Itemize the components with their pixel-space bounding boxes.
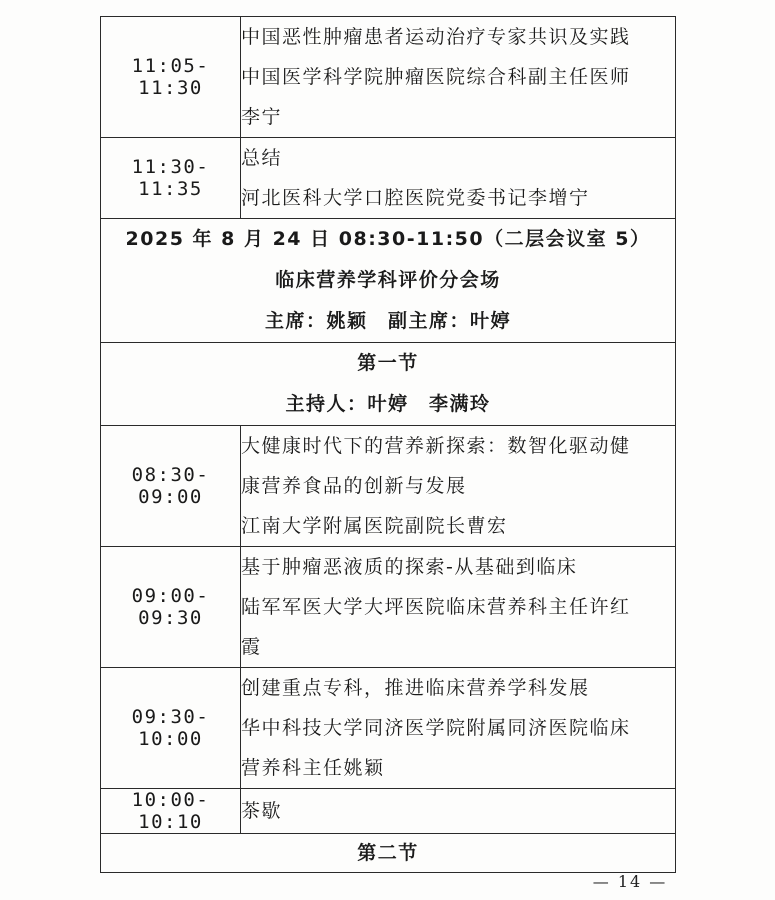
content-line: 陆军军医大学大坪医院临床营养科主任许红 — [241, 596, 631, 618]
session-header-row — [101, 219, 676, 343]
content-cell — [241, 426, 676, 547]
content-line: 中国医学科学院肿瘤医院综合科副主任医师 — [241, 66, 631, 88]
time-cell: 08:30-09:00 — [101, 426, 241, 547]
content-line: 华中科技大学同济医学院附属同济医院临床 — [241, 717, 631, 739]
content-line: 江南大学附属医院副院长曹宏 — [241, 515, 508, 537]
section-title: 第一节 — [357, 352, 419, 374]
content-cell — [241, 547, 676, 668]
table-row — [101, 426, 676, 547]
time-cell: 09:30-10:00 — [101, 668, 241, 789]
content-line: 创建重点专科，推进临床营养学科发展 — [241, 677, 590, 699]
section-header-cell — [101, 343, 676, 426]
content-cell — [241, 138, 676, 219]
section-hosts: 主持人：叶婷 李满玲 — [285, 393, 491, 415]
content-line: 总结 — [241, 147, 283, 169]
content-line: 茶歇 — [241, 800, 283, 822]
schedule-table — [100, 16, 676, 873]
content-line: 康营养食品的创新与发展 — [241, 475, 467, 497]
content-cell — [241, 17, 676, 138]
page-number: — 14 — — [592, 872, 668, 891]
content-line: 大健康时代下的营养新探索：数智化驱动健 — [241, 435, 631, 457]
section-title: 第二节 — [357, 842, 419, 864]
content-line: 霞 — [241, 636, 262, 658]
content-line: 李宁 — [241, 106, 283, 128]
content-line: 河北医科大学口腔医院党委书记李增宁 — [241, 187, 590, 209]
content-line: 中国恶性肿瘤患者运动治疗专家共识及实践 — [241, 26, 631, 48]
table-row — [101, 17, 676, 138]
table-row — [101, 138, 676, 219]
content-cell — [241, 668, 676, 789]
session-chairs: 主席：姚颖 副主席：叶婷 — [264, 310, 511, 332]
content-line: 基于肿瘤恶液质的探索-从基础到临床 — [241, 556, 578, 578]
table-row — [101, 547, 676, 668]
session-header-cell — [101, 219, 676, 343]
table-row — [101, 668, 676, 789]
time-cell: 11:05-11:30 — [101, 17, 241, 138]
time-cell: 11:30-11:35 — [101, 138, 241, 219]
content-cell — [241, 789, 676, 834]
session-title: 临床营养学科评价分会场 — [275, 269, 501, 291]
section-header-row — [101, 834, 676, 873]
time-cell: 09:00-09:30 — [101, 547, 241, 668]
section-header-cell — [101, 834, 676, 873]
content-line: 营养科主任姚颖 — [241, 757, 385, 779]
table-row — [101, 789, 676, 834]
section-header-row — [101, 343, 676, 426]
session-date: 2025 年 8 月 24 日 08:30-11:50（二层会议室 5） — [125, 228, 651, 250]
time-cell: 10:00-10:10 — [101, 789, 241, 834]
